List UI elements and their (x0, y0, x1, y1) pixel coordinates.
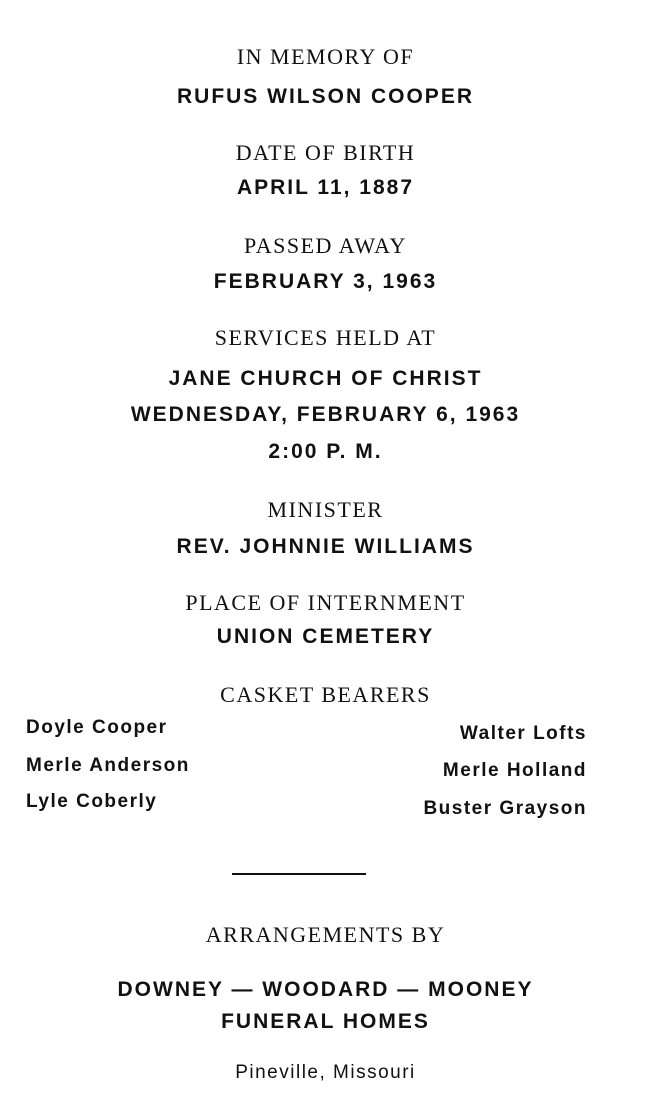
death-date: FEBRUARY 3, 1963 (213, 270, 438, 293)
bearer-name: Buster Grayson (423, 798, 587, 819)
funeral-home-names: DOWNEY — WOODARD — MOONEY (117, 978, 534, 1001)
arrangements-label: ARRANGEMENTS BY (205, 922, 446, 947)
birth-date: APRIL 11, 1887 (236, 176, 415, 199)
bearer-name: Merle Anderson (26, 755, 190, 776)
services-date: WEDNESDAY, FEBRUARY 6, 1963 (130, 403, 521, 426)
bearers-label: CASKET BEARERS (220, 682, 431, 707)
divider-rule (232, 873, 366, 875)
bearer-name: Lyle Coberly (26, 791, 158, 812)
internment-label: PLACE OF INTERNMENT (185, 590, 466, 615)
bearer-name: Merle Holland (442, 760, 587, 781)
memory-heading: IN MEMORY OF (236, 44, 415, 69)
services-time: 2:00 P. M. (268, 440, 383, 463)
services-label: SERVICES HELD AT (214, 325, 437, 350)
minister-label: MINISTER (267, 497, 384, 522)
services-place: JANE CHURCH OF CHRIST (168, 367, 483, 390)
birth-label: DATE OF BIRTH (235, 140, 416, 165)
funeral-home-type: FUNERAL HOMES (221, 1010, 430, 1033)
minister-name: REV. JOHNNIE WILLIAMS (176, 535, 475, 558)
internment-place: UNION CEMETERY (216, 625, 435, 648)
death-label: PASSED AWAY (244, 233, 407, 258)
bearer-name: Walter Lofts (459, 723, 587, 744)
deceased-name: RUFUS WILSON COOPER (176, 85, 474, 108)
bearer-name: Doyle Cooper (26, 717, 168, 738)
funeral-home-location: Pineville, Missouri (235, 1062, 416, 1083)
